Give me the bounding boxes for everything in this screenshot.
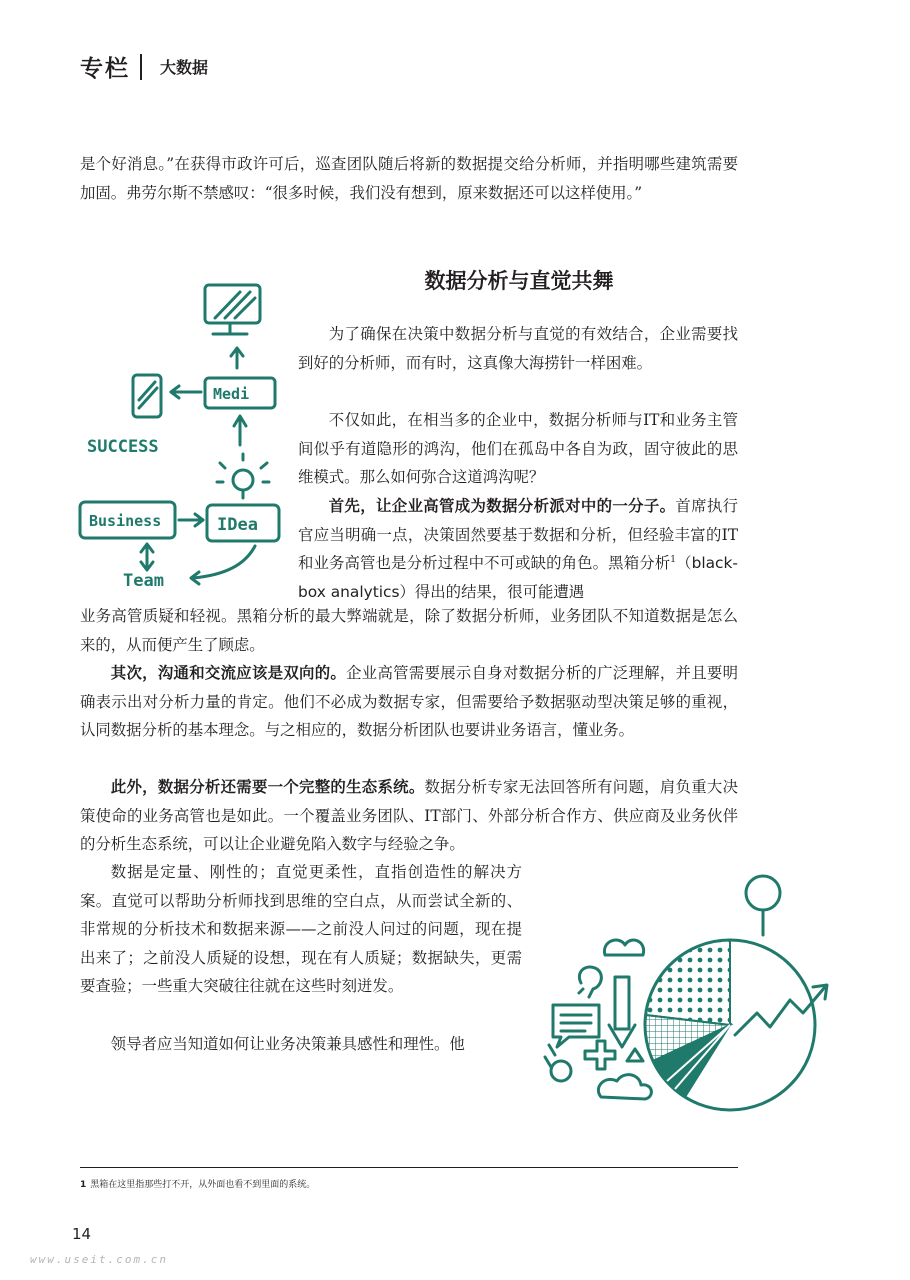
down-arrow-icon — [609, 977, 635, 1047]
footnote-text: 黑箱在这里指那些打不开，从外面也看不到里面的系统。 — [90, 1180, 316, 1190]
phone-icon — [133, 375, 161, 417]
plus-icon — [585, 1041, 615, 1069]
idea-box — [207, 505, 279, 541]
section-paragraph-6: 数据是定量、刚性的；直觉更柔性，直指创造性的解决方案。直觉可以帮助分析师找到思维的空白点，从而尝试全新的、非常规的分析技术和数据来源——之前没人问过的问题，现在提出来了；之前没人质疑的设想，现在有人质疑；数据缺失，更需要查验；一些重大突破往往就在这些时刻迸发。 — [80, 863, 522, 996]
paragraph-3-lead: 首先，让企业高管成为数据分析派对中的一分子。 — [328, 497, 676, 515]
analytics-illustration — [535, 875, 835, 1115]
column-label: 专栏 — [80, 56, 130, 82]
section-paragraph-3-cont: 业务高管质疑和轻视。黑箱分析的最大弊端就是，除了数据分析师，业务团队不知道数据是怎么来的，从而便产生了顾虑。 — [80, 607, 738, 654]
paragraph-4-lead: 其次，沟通和交流应该是双向的。 — [110, 664, 347, 682]
section-title: 数据分析与直觉共舞 — [424, 269, 614, 293]
section-paragraph-1: 为了确保在决策中数据分析与直觉的有效结合，企业需要找到好的分析师，而有时，这真像大海捞针一样困难。 — [298, 325, 738, 372]
book-title: 大数据 — [160, 58, 209, 77]
running-header — [80, 50, 208, 83]
idea-label: IDea — [217, 515, 258, 535]
ring-icon — [551, 1061, 571, 1081]
paragraph-3-text-2: （black-box analytics）得出的结果，很可能遭遇 — [298, 554, 738, 601]
success-label: SUCCESS — [87, 437, 159, 457]
paragraph-5-text: 数据分析专家无法回答所有问题，肩负重大决策使命的业务高管也是如此。一个覆盖业务团队、IT部门、外部分析合作方、供应商及业务伙伴的分析生态系统，可以让企业避免陷入数字与经验之争。 — [80, 778, 738, 854]
monitor-icon — [205, 285, 260, 334]
page-number: 14 — [72, 1225, 92, 1243]
idea-flow-illustration — [75, 280, 290, 595]
bottom-cloud-icon — [598, 1075, 651, 1099]
pie-chart-icon — [645, 940, 815, 1110]
footnote-number: 1 — [80, 1180, 87, 1190]
section-paragraph-3 — [298, 492, 738, 606]
paragraph-4-text: 企业高管需要展示自身对数据分析的广泛理解，并且要明确表示出对分析力量的肯定。他们不必成为数据专家，但需要给予数据驱动型决策足够的重视，认同数据分析的基本理念。与之相应的，数据分析团队也要讲业务语言，懂业务。 — [80, 664, 738, 740]
business-label: Business — [89, 512, 162, 530]
intro-paragraph: 是个好消息。”在获得市政许可后，巡查团队随后将新的数据提交给分析师，并指明哪些建筑需要加固。弗劳尔斯不禁感叹：“很多时候，我们没有想到，原来数据还可以这样使用。” — [80, 155, 738, 202]
watermark: www.useit.com.cn — [30, 1253, 168, 1266]
section-paragraph-4 — [80, 659, 738, 745]
medi-label: Medi — [213, 385, 250, 403]
triangle-icon — [627, 1049, 643, 1061]
speech-bubble-icon — [553, 1005, 599, 1047]
paragraph-3-text: 首席执行官应当明确一点，决策固然要基于数据和分析，但经验丰富的IT和业务高管也是分析过程中不可或缺的角色。黑箱分析 — [298, 497, 738, 573]
business-box — [80, 502, 175, 538]
medi-box — [171, 378, 275, 408]
section-paragraph-5 — [80, 773, 738, 859]
section-paragraph-2: 不仅如此，在相当多的企业中，数据分析师与IT和业务主管间似乎有道隐形的鸿沟，他们在孤岛中各自为政，固守彼此的思维模式。那么如何弥合这道鸿沟呢？ — [298, 411, 738, 487]
person-icon — [579, 967, 601, 997]
section-paragraph-7: 领导者应当知道如何让业务决策兼具感性和理性。他 — [110, 1035, 465, 1053]
footnote-marker: 1 — [670, 555, 676, 566]
lightbulb-icon — [217, 454, 269, 498]
cloud-icon — [604, 940, 643, 955]
magnifier-icon — [746, 876, 780, 935]
team-label: Team — [123, 571, 164, 591]
paragraph-5-lead: 此外，数据分析还需要一个完整的生态系统。 — [110, 778, 425, 796]
footnote-rule — [80, 1167, 738, 1168]
footnote — [80, 1177, 315, 1190]
header-divider — [140, 54, 142, 80]
